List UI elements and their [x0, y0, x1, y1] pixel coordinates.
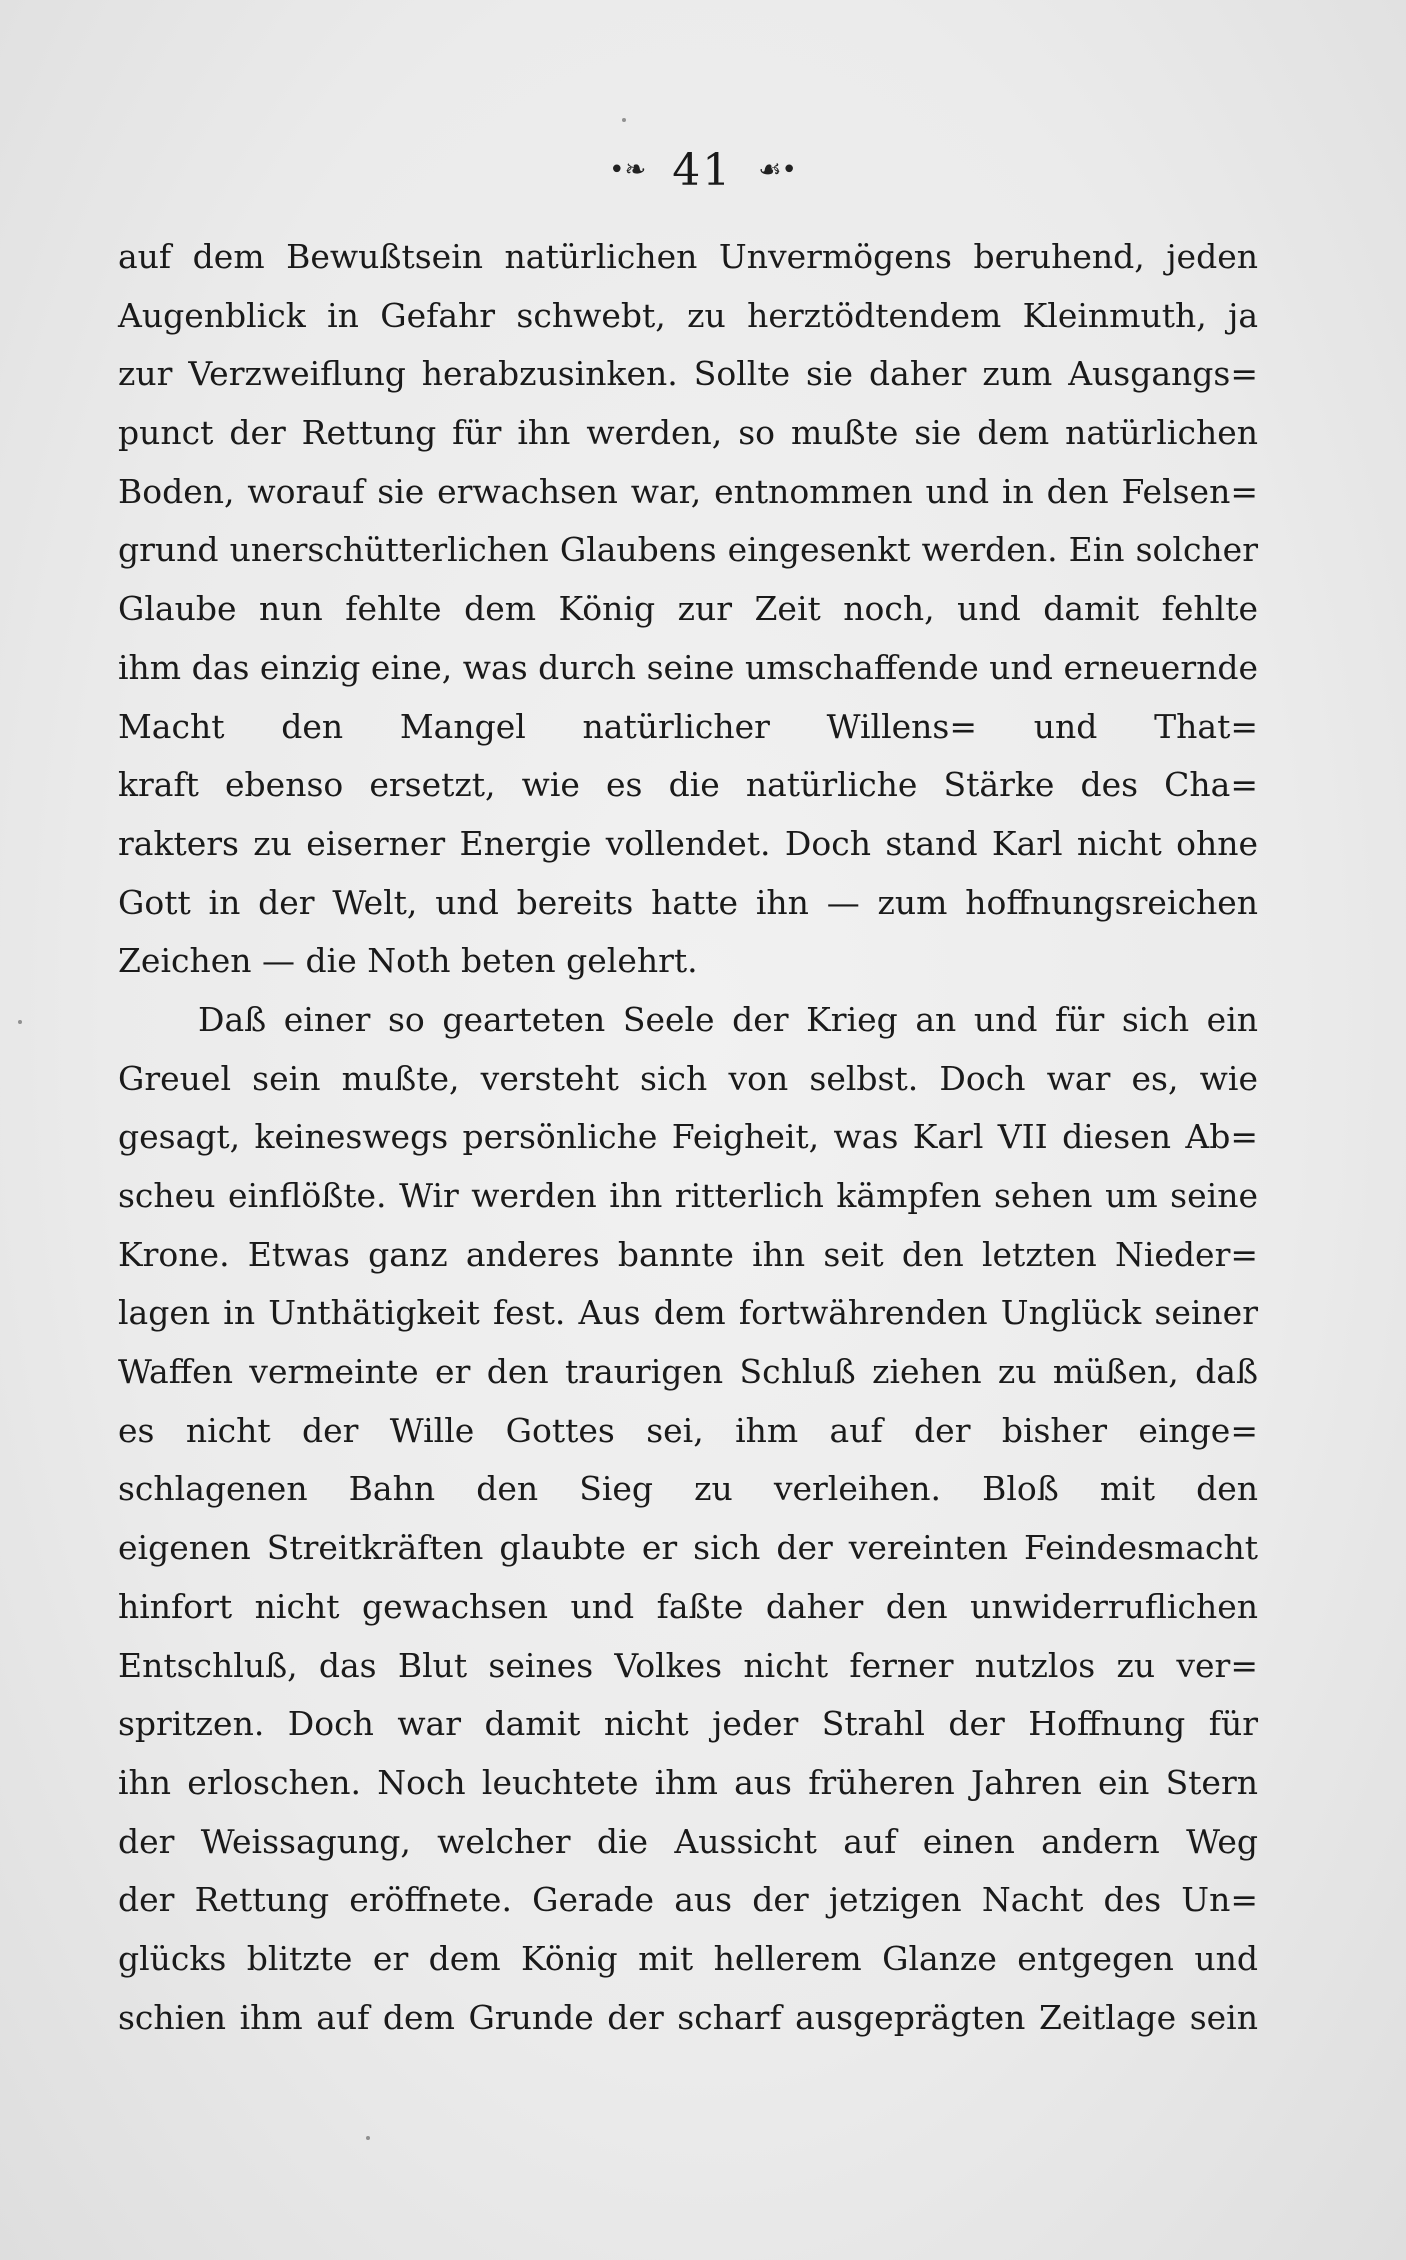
text-line: kraft ebenso ersetzt, wie es die natürliche Stärke des Cha= — [118, 765, 1258, 805]
text-line: gesagt, keineswegs persönliche Feigheit, was Karl VII diesen Ab= — [118, 1117, 1258, 1157]
text-line: Augenblick in Gefahr schwebt, zu herztödtendem Kleinmuth, ja — [118, 295, 1258, 335]
paragraph-end-line: Zeichen — die Noth beten gelehrt. — [118, 941, 698, 981]
text-line: Macht den Mangel natürlicher Willens= und That= — [118, 706, 1258, 746]
left-ornament: •❧ — [609, 155, 647, 185]
text-line: der Weissagung, welcher die Aussicht auf einen andern Weg — [118, 1821, 1258, 1861]
text-line: scheu einflößte. Wir werden ihn ritterlich kämpfen sehen um seine — [118, 1176, 1258, 1215]
text-line: rakters zu eiserner Energie vollendet. Doch stand Karl nicht ohne — [118, 823, 1258, 863]
text-line: lagen in Unthätigkeit fest. Aus dem fortwährenden Unglück seiner — [118, 1293, 1258, 1333]
body-text — [118, 228, 1258, 2047]
text-line: glücks blitzte er dem König mit hellerem Glanze entgegen und — [118, 1938, 1258, 1978]
text-line: es nicht der Wille Gottes sei, ihm auf der bisher einge= — [118, 1410, 1258, 1450]
text-line: Glaube nun fehlte dem König zur Zeit noch, und damit fehlte — [118, 589, 1258, 629]
text-line: Entschluß, das Blut seines Volkes nicht ferner nutzlos zu ver= — [118, 1645, 1258, 1685]
text-line: grund unerschütterlichen Glaubens eingesenkt werden. Ein solcher — [118, 530, 1258, 570]
text-line: Boden, worauf sie erwachsen war, entnommen und in den Felsen= — [118, 471, 1258, 511]
text-line: eigenen Streitkräften glaubte er sich der vereinten Feindesmacht — [118, 1528, 1258, 1568]
page-header — [0, 140, 1406, 200]
text-line: schien ihm auf dem Grunde der scharf ausgeprägten Zeitlage sein — [118, 1997, 1258, 2037]
paper-speck — [366, 2136, 370, 2140]
text-line: Greuel sein mußte, versteht sich von selbst. Doch war es, wie — [118, 1058, 1258, 1098]
text-line: ihm das einzig eine, was durch seine umschaffende und erneuernde — [118, 647, 1258, 687]
page-number: 41 — [672, 144, 733, 196]
text-line: schlagenen Bahn den Sieg zu verleihen. Bloß mit den — [118, 1469, 1258, 1509]
text-line: Krone. Etwas ganz anderes bannte ihn seit den letzten Nieder= — [118, 1234, 1258, 1274]
right-ornament: ☙• — [758, 155, 797, 185]
text-line: hinfort nicht gewachsen und faßte daher den unwiderruflichen — [118, 1586, 1258, 1626]
paragraph-start-line: Daß einer so gearteten Seele der Krieg an und für sich ein — [198, 999, 1258, 1039]
text-line: ihn erloschen. Noch leuchtete ihm aus früheren Jahren ein Stern — [118, 1762, 1258, 1802]
text-line: zur Verzweiflung herabzusinken. Sollte sie daher zum Ausgangs= — [118, 354, 1258, 394]
text-line: spritzen. Doch war damit nicht jeder Strahl der Hoffnung für — [118, 1704, 1258, 1744]
text-line: Waffen vermeinte er den traurigen Schluß ziehen zu müßen, daß — [118, 1352, 1258, 1392]
text-line: der Rettung eröffnete. Gerade aus der jetzigen Nacht des Un= — [118, 1880, 1258, 1920]
paper-speck — [622, 118, 626, 122]
paper-speck — [18, 1020, 22, 1024]
text-line: Gott in der Welt, und bereits hatte ihn — zum hoffnungsreichen — [118, 882, 1258, 922]
text-line: punct der Rettung für ihn werden, so mußte sie dem natürlichen — [118, 413, 1258, 453]
text-line: auf dem Bewußtsein natürlichen Unvermögens beruhend, jeden — [118, 237, 1258, 276]
